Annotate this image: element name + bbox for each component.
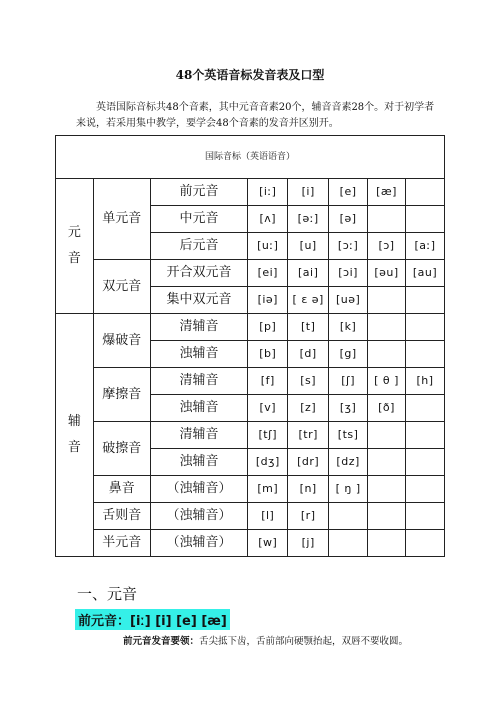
row-label: （浊辅音） — [150, 503, 248, 530]
row-label: 开合双元音 — [150, 260, 248, 287]
ipa-symbol-cell: [ɔ] — [368, 233, 406, 260]
ipa-symbol-cell: [h] — [406, 368, 445, 395]
row-label: 浊辅音 — [150, 449, 248, 476]
front-vowels-line: 前元音：[iː] [i] [e] [æ] — [78, 614, 227, 629]
ipa-symbol-cell: [m] — [248, 476, 288, 503]
ipa-symbol-cell: [t] — [288, 314, 329, 341]
ipa-symbol-cell — [368, 530, 406, 557]
ipa-symbol-cell — [406, 341, 445, 368]
vowel-category-char: 音 — [67, 251, 81, 266]
monophthong-label: 单元音 — [93, 179, 150, 260]
lateral-label: 舌则音 — [93, 503, 150, 530]
ipa-symbol-cell: [ð] — [368, 395, 406, 422]
ipa-symbol-cell — [368, 476, 406, 503]
table-row — [56, 422, 445, 449]
table-row — [56, 476, 445, 503]
vowel-category — [56, 179, 94, 314]
ipa-symbol-cell — [368, 287, 406, 314]
ipa-symbol-cell — [406, 476, 445, 503]
ipa-symbol-cell — [368, 341, 406, 368]
ipa-symbol-cell: [ts] — [329, 422, 368, 449]
section-heading: 一、元音 — [77, 585, 138, 603]
ipa-symbol-cell — [368, 206, 406, 233]
ipa-symbol-cell: [dz] — [329, 449, 368, 476]
table-row — [56, 179, 445, 206]
row-label: 清辅音 — [150, 422, 248, 449]
fricative-label: 摩擦音 — [93, 368, 150, 422]
ipa-symbol-cell: [uə] — [329, 287, 368, 314]
note-text: 舌尖抵下齿，舌前部向硬颚抬起，双唇不要收圆。 — [199, 636, 409, 647]
row-label: 清辅音 — [150, 368, 248, 395]
row-label: （浊辅音） — [150, 530, 248, 557]
ipa-symbol-cell — [368, 503, 406, 530]
row-label: 后元音 — [150, 233, 248, 260]
ipa-symbol-cell: [au] — [406, 260, 445, 287]
ipa-symbol-cell: [u] — [288, 233, 329, 260]
intro-paragraph: 英语国际音标共48个音素，其中元音音素20个，辅音音素28个。对于初学者来说，若采用集中教学，要学会48个音素的发音并区别开。 — [76, 102, 435, 129]
ipa-symbol-cell: [ʃ] — [329, 368, 368, 395]
ipa-symbol-cell — [329, 530, 368, 557]
consonant-category-char: 音 — [67, 440, 81, 455]
ipa-symbol-cell — [406, 503, 445, 530]
table-row — [56, 314, 445, 341]
row-label: 清辅音 — [150, 314, 248, 341]
ipa-chart-table — [55, 135, 445, 557]
document-title: 48个英语音标发音表及口型 — [175, 68, 325, 82]
nasal-label: 鼻音 — [93, 476, 150, 503]
ipa-symbol-cell: [tʃ] — [248, 422, 288, 449]
table-row — [56, 530, 445, 557]
ipa-symbol-cell: [ə] — [329, 206, 368, 233]
ipa-symbol-cell: [z] — [288, 395, 329, 422]
semivowel-label: 半元音 — [93, 530, 150, 557]
ipa-symbol-cell — [406, 449, 445, 476]
ipa-symbol-cell — [406, 422, 445, 449]
ipa-symbol-cell: [w] — [248, 530, 288, 557]
ipa-symbol-cell: [iː] — [248, 179, 288, 206]
ipa-symbol-cell — [406, 179, 445, 206]
ipa-symbol-cell: [p] — [248, 314, 288, 341]
ipa-symbol-cell: [æ] — [368, 179, 406, 206]
ipa-symbol-cell: [j] — [288, 530, 329, 557]
ipa-symbol-cell: [dr] — [288, 449, 329, 476]
ipa-symbol-cell: [ ŋ ] — [329, 476, 368, 503]
table-row — [56, 503, 445, 530]
table-header: 国际音标（英语语音） — [56, 136, 445, 179]
ipa-symbol-cell — [406, 287, 445, 314]
diphthong-label: 双元音 — [93, 260, 150, 314]
ipa-symbol-cell: [e] — [329, 179, 368, 206]
row-label: 前元音 — [150, 179, 248, 206]
ipa-symbol-cell: [aː] — [406, 233, 445, 260]
front-vowels-highlight — [75, 609, 230, 630]
table-row — [56, 368, 445, 395]
consonant-category-char: 辅 — [67, 414, 81, 429]
ipa-symbol-cell: [b] — [248, 341, 288, 368]
front-vowel-note — [123, 633, 408, 647]
row-label: 浊辅音 — [150, 341, 248, 368]
affricate-label: 破擦音 — [93, 422, 150, 476]
ipa-symbol-cell: [ʒ] — [329, 395, 368, 422]
ipa-symbol-cell: [ɔː] — [329, 233, 368, 260]
ipa-symbol-cell — [368, 314, 406, 341]
ipa-symbol-cell: [ɔi] — [329, 260, 368, 287]
ipa-symbol-cell — [406, 314, 445, 341]
vowel-category-char: 元 — [67, 225, 81, 240]
ipa-symbol-cell — [406, 530, 445, 557]
row-label: 浊辅音 — [150, 395, 248, 422]
consonant-category — [56, 314, 94, 557]
ipa-symbol-cell: [uː] — [248, 233, 288, 260]
ipa-symbol-cell: [əː] — [288, 206, 329, 233]
ipa-symbol-cell — [406, 206, 445, 233]
ipa-symbol-cell: [l] — [248, 503, 288, 530]
ipa-symbol-cell: [əu] — [368, 260, 406, 287]
ipa-symbol-cell: [k] — [329, 314, 368, 341]
table-row — [56, 260, 445, 287]
row-label: 集中双元音 — [150, 287, 248, 314]
ipa-symbol-cell: [d] — [288, 341, 329, 368]
ipa-symbol-cell: [ʌ] — [248, 206, 288, 233]
ipa-symbol-cell: [dʒ] — [248, 449, 288, 476]
ipa-symbol-cell: [ ɛ ə] — [288, 287, 329, 314]
row-label: （浊辅音） — [150, 476, 248, 503]
ipa-symbol-cell — [329, 503, 368, 530]
ipa-symbol-cell: [v] — [248, 395, 288, 422]
table-header-row — [56, 136, 445, 179]
ipa-symbol-cell: [r] — [288, 503, 329, 530]
row-label: 中元音 — [150, 206, 248, 233]
ipa-symbol-cell — [368, 422, 406, 449]
ipa-symbol-cell: [tr] — [288, 422, 329, 449]
plosive-label: 爆破音 — [93, 314, 150, 368]
ipa-symbol-cell: [s] — [288, 368, 329, 395]
note-label: 前元音发音要领： — [123, 636, 200, 647]
ipa-symbol-cell: [ai] — [288, 260, 329, 287]
ipa-symbol-cell: [i] — [288, 179, 329, 206]
ipa-symbol-cell: [iə] — [248, 287, 288, 314]
ipa-symbol-cell: [n] — [288, 476, 329, 503]
ipa-symbol-cell: [ θ ] — [368, 368, 406, 395]
ipa-symbol-cell: [g] — [329, 341, 368, 368]
ipa-symbol-cell — [406, 395, 445, 422]
ipa-symbol-cell: [f] — [248, 368, 288, 395]
ipa-symbol-cell: [ei] — [248, 260, 288, 287]
ipa-symbol-cell — [368, 449, 406, 476]
